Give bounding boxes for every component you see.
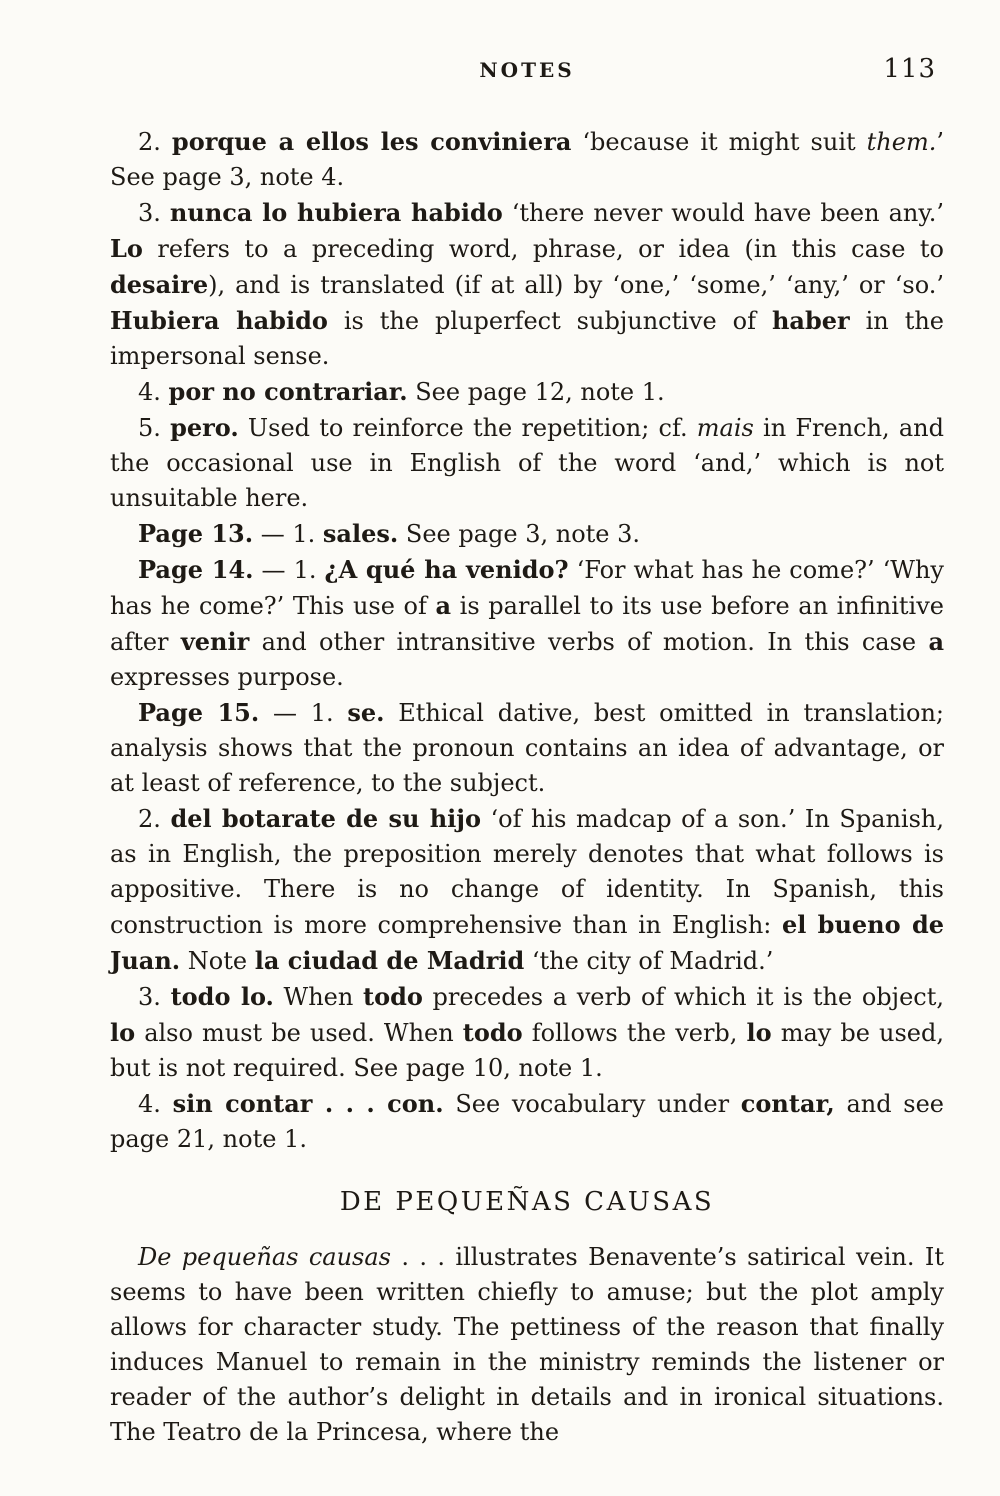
text-run: and other intransitive verbs of motion. In this case	[249, 628, 929, 656]
text-run: in French, and the occasional use in English of the word ‘and,’ which is not unsuitable here.	[110, 414, 944, 512]
text-run: may be used, but is not required. See page 10, note 1.	[110, 1019, 944, 1082]
text-run: todo	[462, 1018, 523, 1047]
text-run: DE PEQUEÑAS CAUSAS	[339, 1187, 715, 1217]
text-run: 3.	[138, 199, 170, 227]
text-run: ‘the city of Madrid.’	[524, 947, 774, 975]
page-header	[110, 54, 944, 88]
text-run: nunca lo hubiera habido	[169, 198, 503, 227]
note-paragraph	[110, 801, 944, 979]
text-run: 2.	[138, 805, 171, 833]
text-run: contar,	[740, 1089, 835, 1118]
note-paragraph	[110, 195, 944, 374]
text-run: 5.	[138, 414, 171, 442]
text-run: them.	[866, 128, 937, 156]
text-run: Page 15.	[138, 698, 260, 727]
text-run: sin contar . . . con.	[172, 1089, 444, 1118]
text-run: expresses purpose.	[110, 663, 344, 691]
text-run: — 1.	[253, 556, 325, 584]
text-run: Lo	[110, 234, 143, 263]
text-run: 2.	[138, 128, 172, 156]
text-run: Used to reinforce the repetition; cf.	[238, 414, 697, 442]
text-run: — 1.	[253, 520, 323, 548]
note-paragraph	[110, 410, 944, 516]
text-run: 4.	[138, 1090, 173, 1118]
text-run: 3.	[138, 983, 171, 1011]
text-run: . . . illustrates Benavente’s satirical vein. It seems to have been written chiefly to amuse; but the plot amply allows for character study. The pettiness of the reason that finally induces Manuel to remain in the ministry reminds the listener or reader of the author’s delight in details and in ironical situations. The Teatro de la Princesa, where the	[110, 1243, 944, 1446]
intro-paragraph	[110, 1240, 944, 1450]
text-run: a	[928, 627, 945, 656]
text-run: follows the verb,	[522, 1019, 747, 1047]
running-title: NOTES	[479, 58, 575, 82]
text-run: is the pluperfect subjunctive of	[327, 307, 772, 335]
text-run: sales.	[322, 519, 399, 548]
note-paragraph	[110, 374, 944, 410]
text-run: desaire	[110, 270, 209, 299]
text-run: 4.	[138, 378, 169, 406]
text-run: lo	[746, 1018, 772, 1047]
text-run: se.	[347, 698, 385, 727]
text-run: Page 13.	[138, 519, 254, 548]
note-paragraph	[110, 1086, 944, 1157]
text-run: See page 3, note 3.	[398, 520, 641, 548]
text-run: todo	[363, 982, 423, 1011]
text-run: pero.	[170, 413, 239, 442]
text-run: ‘there never would have been any.’	[502, 199, 944, 227]
text-run: See page 12, note 1.	[407, 378, 665, 406]
note-paragraph	[110, 124, 944, 195]
note-paragraph	[110, 695, 944, 801]
text-run: See vocabulary under	[443, 1090, 741, 1118]
text-run: ‘because it might suit	[571, 128, 867, 156]
text-run: and see page 21, note 1.	[110, 1090, 945, 1153]
text-run: Page 14.	[138, 555, 254, 584]
text-run: todo lo.	[170, 982, 274, 1011]
text-run: in the impersonal sense.	[110, 307, 945, 370]
text-run: De pequeñas causas	[138, 1243, 391, 1271]
text-run: is parallel to its use before an infinitive after	[110, 592, 944, 656]
text-run: el bueno de Juan.	[110, 910, 944, 975]
text-run: ‘of his madcap of a son.’ In Spanish, as in English, the preposition merely denotes that what follows is appositive. There is no change of identity. In Spanish, this construction is more comprehensive than in English:	[110, 805, 944, 939]
text-run: also must be used. When	[135, 1019, 463, 1047]
section-heading	[110, 1185, 944, 1220]
text-run: a	[435, 591, 452, 620]
text-run: ), and is translated (if at all) by ‘one,’ ‘some,’ ‘any,’ or ‘so.’	[208, 271, 944, 299]
text-run: del botarate de su hijo	[170, 804, 481, 833]
page-number: 113	[883, 54, 936, 84]
text-run: — 1.	[259, 699, 348, 727]
text-run: refers to a preceding word, phrase, or idea (in this case to	[142, 235, 944, 263]
text-run: When	[273, 983, 363, 1011]
notes-body	[110, 124, 944, 1450]
text-run: ¿A qué ha venido?	[324, 555, 569, 584]
text-run: Hubiera habido	[110, 306, 328, 335]
text-run: la ciudad de Madrid	[254, 946, 525, 975]
text-run: por no contrariar.	[168, 377, 408, 406]
text-run: porque a ellos les conviniera	[171, 127, 572, 156]
text-run: Ethical dative, best omitted in translation; analysis shows that the pronoun contains an idea of advantage, or at least of reference, to the subject.	[110, 699, 944, 797]
text-run: mais	[696, 414, 754, 442]
note-paragraph	[110, 979, 944, 1086]
text-run: ‘For what has he come?’ ‘Why has he come?’ This use of	[110, 556, 944, 620]
text-run: precedes a verb of which it is the object,	[422, 983, 944, 1011]
text-run: haber	[771, 306, 850, 335]
text-run: Note	[180, 947, 255, 975]
note-paragraph	[110, 552, 944, 695]
text-run: ’ See page 3, note 4.	[110, 128, 944, 191]
text-run: lo	[110, 1018, 136, 1047]
text-run: venir	[180, 627, 250, 656]
note-paragraph	[110, 516, 944, 552]
